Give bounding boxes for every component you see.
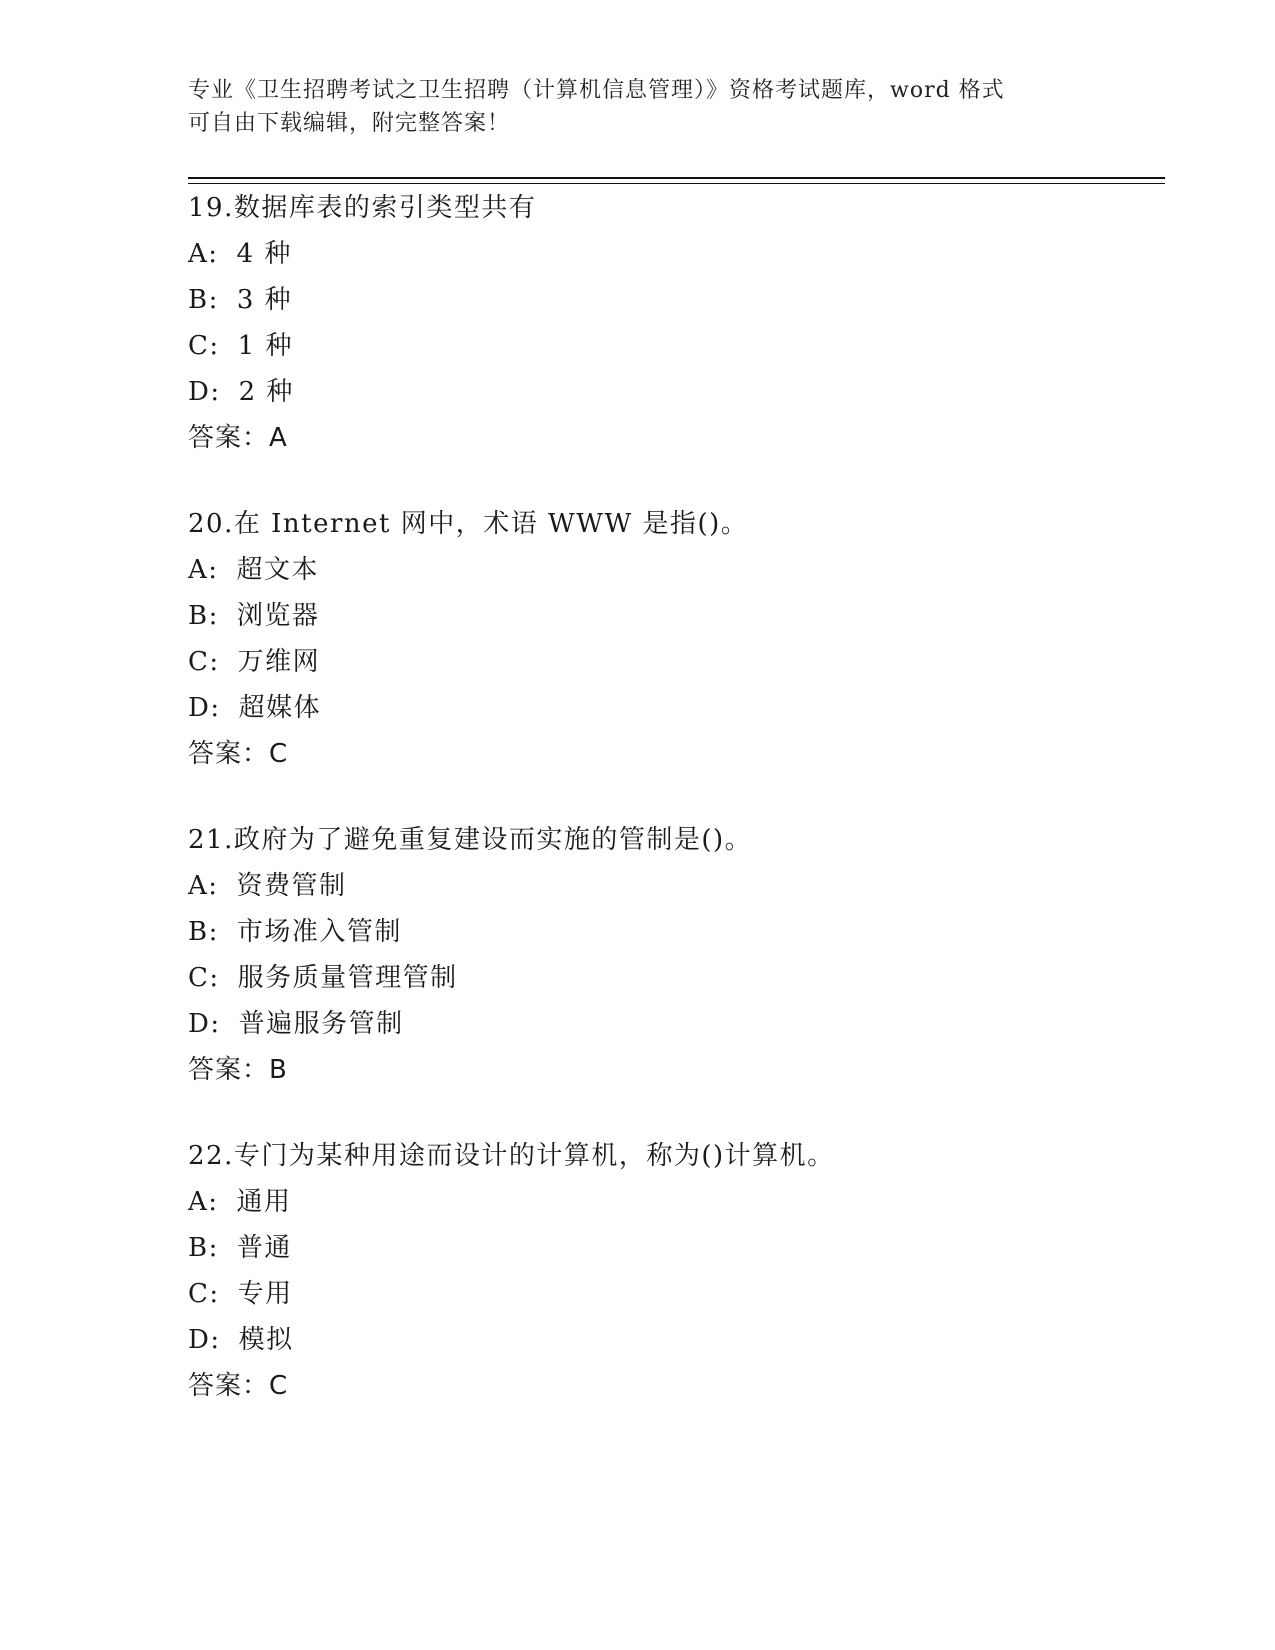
answer-label: 答案：A	[188, 423, 288, 453]
document-header	[188, 74, 1088, 140]
option-text: 4 种	[236, 239, 292, 269]
option-text: 普遍服务管制	[238, 1009, 404, 1039]
option-letter: A:	[188, 239, 219, 269]
option-text: 3 种	[236, 285, 293, 315]
option-letter: D:	[188, 693, 221, 723]
option-a	[188, 554, 1168, 600]
answer-label: 答案：B	[188, 1055, 288, 1085]
option-text: 模拟	[238, 1325, 294, 1355]
answer-label: 答案：C	[188, 1371, 289, 1401]
option-b	[188, 600, 1168, 646]
option-text: 通用	[236, 1187, 292, 1217]
option-b	[188, 1232, 1168, 1278]
option-letter: B:	[188, 285, 219, 315]
option-letter: B:	[188, 917, 219, 947]
question-19	[188, 192, 1168, 468]
option-letter: A:	[188, 555, 219, 585]
option-letter: B:	[188, 601, 219, 631]
question-20	[188, 508, 1168, 784]
option-letter: B:	[188, 1233, 219, 1263]
option-text: 普通	[236, 1233, 292, 1263]
option-text: 资费管制	[236, 871, 347, 901]
option-text: 专用	[237, 1279, 293, 1309]
option-letter: A:	[188, 871, 219, 901]
option-text: 2 种	[238, 377, 294, 407]
option-text: 超媒体	[238, 693, 322, 723]
option-letter: D:	[188, 1325, 221, 1355]
option-d	[188, 1008, 1168, 1054]
option-d	[188, 1324, 1168, 1370]
option-text: 市场准入管制	[236, 917, 402, 947]
option-letter: C:	[188, 963, 220, 993]
question-text: 20.在 Internet 网中，术语 WWW 是指()。	[188, 509, 749, 539]
option-text: 浏览器	[236, 601, 320, 631]
option-a	[188, 870, 1168, 916]
header-line-1: 专业《卫生招聘考试之卫生招聘（计算机信息管理）》资格考试题库，word 格式	[188, 78, 1005, 103]
option-c	[188, 1278, 1168, 1324]
option-letter: D:	[188, 377, 221, 407]
option-c	[188, 330, 1168, 376]
option-letter: C:	[188, 1279, 220, 1309]
question-22	[188, 1140, 1168, 1416]
answer-label: 答案：C	[188, 739, 289, 769]
question-21	[188, 824, 1168, 1100]
question-text: 22.专门为某种用途而设计的计算机，称为()计算机。	[188, 1141, 835, 1171]
option-text: 1 种	[237, 331, 293, 361]
header-divider-thin	[188, 183, 1165, 184]
option-letter: C:	[188, 331, 220, 361]
option-b	[188, 284, 1168, 330]
option-c	[188, 646, 1168, 692]
option-d	[188, 376, 1168, 422]
option-text: 服务质量管理管制	[237, 963, 458, 993]
option-letter: A:	[188, 1187, 219, 1217]
question-text: 21.政府为了避免重复建设而实施的管制是()。	[188, 825, 753, 855]
option-d	[188, 692, 1168, 738]
option-a	[188, 1186, 1168, 1232]
option-text: 超文本	[236, 555, 320, 585]
header-line-2: 可自由下载编辑，附完整答案！	[188, 111, 511, 136]
option-a	[188, 238, 1168, 284]
option-text: 万维网	[237, 647, 321, 677]
question-text: 19.数据库表的索引类型共有	[188, 193, 537, 223]
option-b	[188, 916, 1168, 962]
option-c	[188, 962, 1168, 1008]
option-letter: C:	[188, 647, 220, 677]
header-divider	[188, 177, 1165, 179]
option-letter: D:	[188, 1009, 221, 1039]
